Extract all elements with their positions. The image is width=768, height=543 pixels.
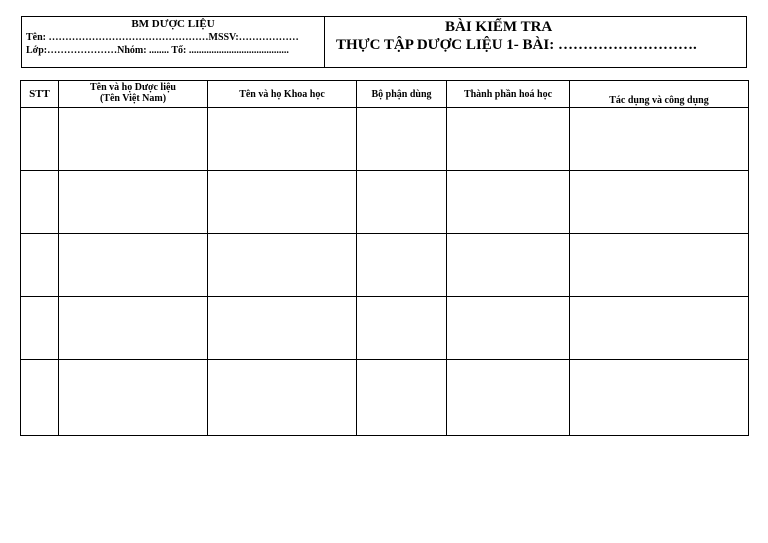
table-cell bbox=[357, 360, 447, 436]
table-cell bbox=[21, 171, 59, 234]
table-cell bbox=[208, 297, 357, 360]
header-box bbox=[21, 16, 747, 68]
table-cell bbox=[447, 108, 570, 171]
column-header-scientific-name: Tên và họ Khoa học bbox=[208, 81, 357, 108]
test-title: BÀI KIỂM TRA bbox=[445, 19, 553, 35]
column-header-vietnamese-name bbox=[59, 81, 208, 108]
table-row bbox=[21, 171, 749, 234]
table-cell bbox=[570, 171, 749, 234]
student-info-cell bbox=[22, 17, 325, 68]
class-group-line: Lớp:…………………Nhóm: ........ Tổ: ........................................ bbox=[26, 45, 289, 56]
table-cell bbox=[570, 360, 749, 436]
table-row bbox=[21, 297, 749, 360]
column-header-part-used: Bộ phận dùng bbox=[357, 81, 447, 108]
table-header-row bbox=[21, 81, 749, 108]
table-cell bbox=[59, 108, 208, 171]
table-cell bbox=[59, 234, 208, 297]
table-row bbox=[21, 360, 749, 436]
test-subtitle: THỰC TẬP DƯỢC LIỆU 1- BÀI: ………………………. bbox=[336, 37, 697, 53]
table-cell bbox=[208, 234, 357, 297]
table-row bbox=[21, 108, 749, 171]
name-mssv-line: Tên: …………………………………………MSSV:……………… bbox=[26, 32, 299, 43]
table-cell bbox=[570, 297, 749, 360]
column-header-stt: STT bbox=[21, 81, 59, 108]
answer-table bbox=[20, 80, 749, 436]
table-cell bbox=[357, 234, 447, 297]
table-cell bbox=[21, 360, 59, 436]
column-header-vietnamese-name-line1: Tên và họ Dược liệu bbox=[90, 82, 176, 93]
test-title-cell bbox=[325, 17, 747, 68]
table-cell bbox=[59, 297, 208, 360]
table-cell bbox=[357, 297, 447, 360]
department-name: BM DƯỢC LIỆU bbox=[131, 18, 215, 30]
table-cell bbox=[208, 108, 357, 171]
table-cell bbox=[59, 171, 208, 234]
table-cell bbox=[570, 234, 749, 297]
table-cell bbox=[21, 108, 59, 171]
table-cell bbox=[447, 360, 570, 436]
table-cell bbox=[357, 108, 447, 171]
table-cell bbox=[570, 108, 749, 171]
table-cell bbox=[21, 234, 59, 297]
table-row bbox=[21, 234, 749, 297]
column-header-effects-uses: Tác dụng và công dụng bbox=[570, 81, 749, 108]
table-cell bbox=[208, 360, 357, 436]
table-cell bbox=[357, 171, 447, 234]
column-header-vietnamese-name-line2: (Tên Việt Nam) bbox=[99, 93, 167, 104]
table-cell bbox=[447, 297, 570, 360]
table-cell bbox=[447, 171, 570, 234]
column-header-chemical-composition: Thành phần hoá học bbox=[447, 81, 570, 108]
table-cell bbox=[59, 360, 208, 436]
table-cell bbox=[21, 297, 59, 360]
table-cell bbox=[208, 171, 357, 234]
table-cell bbox=[447, 234, 570, 297]
